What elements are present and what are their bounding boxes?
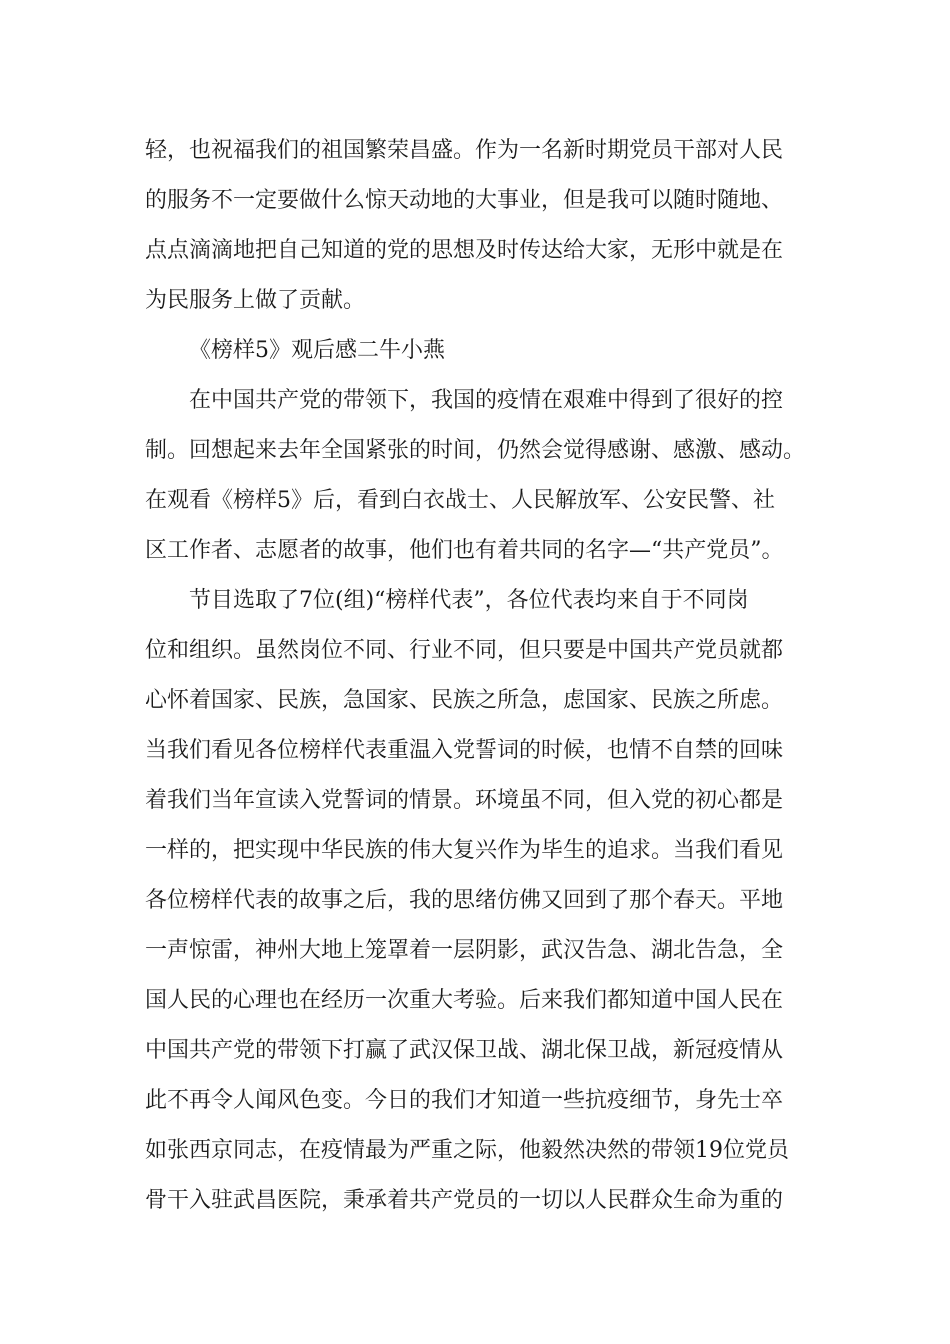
text-line: 着我们当年宣读入党誓词的情景。环境虽不同，但入党的初心都是 [145,788,784,813]
text-line: 为民服务上做了贡献。 [145,288,366,313]
text-line: 位和组织。虽然岗位不同、行业不同，但只要是中国共产党员就都 [145,638,784,663]
text-line: 此不再令人闻风色变。今日的我们才知道一些抗疫细节，身先士卒 [145,1088,784,1113]
text-line: 心怀着国家、民族，急国家、民族之所急，虑国家、民族之所虑。 [145,688,784,713]
text-line: 的服务不一定要做什么惊天动地的大事业，但是我可以随时随地、 [145,188,784,213]
document-body [145,126,810,1226]
text-line: 一声惊雷，神州大地上笼罩着一层阴影，武汉告急、湖北告急，全 [145,938,784,963]
text-line: 中国共产党的带领下打赢了武汉保卫战、湖北保卫战，新冠疫情从 [145,1038,784,1063]
text-line: 节目选取了7位(组)“榜样代表”，各位代表均来自于不同岗 [189,588,749,613]
text-line: 各位榜样代表的故事之后，我的思绪仿佛又回到了那个春天。平地 [145,888,784,913]
text-line: 点点滴滴地把自己知道的党的思想及时传达给大家，无形中就是在 [145,238,784,263]
text-line: 当我们看见各位榜样代表重温入党誓词的时候，也情不自禁的回味 [145,738,784,763]
text-line: 在观看《榜样5》后，看到白衣战士、人民解放军、公安民警、社 [145,488,775,513]
text-line: 一样的，把实现中华民族的伟大复兴作为毕生的追求。当我们看见 [145,838,784,863]
text-line: 骨干入驻武昌医院，秉承着共产党员的一切以人民群众生命为重的 [145,1188,784,1213]
text-line: 轻，也祝福我们的祖国繁荣昌盛。作为一名新时期党员干部对人民 [145,138,784,163]
section-title: 《榜样5》观后感二牛小燕 [189,338,445,363]
text-line: 国人民的心理也在经历一次重大考验。后来我们都知道中国人民在 [145,988,784,1013]
text-line: 制。回想起来去年全国紧张的时间，仍然会觉得感谢、感激、感动。 [145,438,806,463]
text-line: 在中国共产党的带领下，我国的疫情在艰难中得到了很好的控 [189,388,784,413]
text-line: 如张西京同志，在疫情最为严重之际，他毅然决然的带领19位党员 [145,1138,789,1163]
text-line: 区工作者、志愿者的故事，他们也有着共同的名字—“共产党员”。 [145,538,784,563]
